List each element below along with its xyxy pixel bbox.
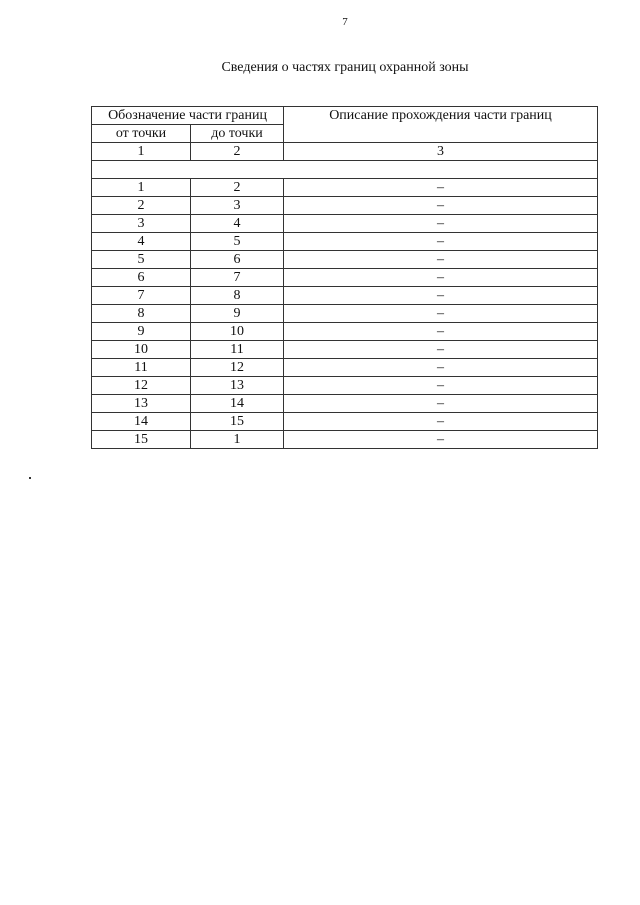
page-number: 7 <box>342 16 348 28</box>
header-from-point: от точки <box>92 125 191 143</box>
page-title: Сведения о частях границ охранной зоны <box>221 60 469 75</box>
table-row <box>92 287 598 305</box>
column-number: 3 <box>284 143 598 161</box>
cell-desc: – <box>284 431 598 449</box>
section-spacer-cell <box>92 161 598 179</box>
cell-to: 9 <box>191 305 284 323</box>
cell-desc: – <box>284 377 598 395</box>
table-row <box>92 413 598 431</box>
cell-desc: – <box>284 323 598 341</box>
table-row <box>92 395 598 413</box>
cell-from: 8 <box>92 305 191 323</box>
cell-desc: – <box>284 413 598 431</box>
table-row <box>92 359 598 377</box>
cell-desc: – <box>284 341 598 359</box>
column-number: 1 <box>92 143 191 161</box>
table-row <box>92 323 598 341</box>
cell-to: 13 <box>191 377 284 395</box>
cell-to: 3 <box>191 197 284 215</box>
cell-to: 15 <box>191 413 284 431</box>
cell-from: 15 <box>92 431 191 449</box>
cell-desc: – <box>284 233 598 251</box>
table-row <box>92 251 598 269</box>
cell-to: 8 <box>191 287 284 305</box>
header-description: Описание прохождения части границ <box>284 107 598 143</box>
table-row <box>92 233 598 251</box>
header-to-point: до точки <box>191 125 284 143</box>
section-spacer-row <box>92 161 598 179</box>
cell-to: 2 <box>191 179 284 197</box>
cell-from: 1 <box>92 179 191 197</box>
table-row <box>92 269 598 287</box>
cell-desc: – <box>284 179 598 197</box>
table-row <box>92 377 598 395</box>
cell-to: 5 <box>191 233 284 251</box>
table-row <box>92 215 598 233</box>
cell-to: 6 <box>191 251 284 269</box>
table-row <box>92 431 598 449</box>
table-row <box>92 197 598 215</box>
cell-from: 5 <box>92 251 191 269</box>
cell-from: 12 <box>92 377 191 395</box>
column-number-row <box>92 143 598 161</box>
cell-from: 2 <box>92 197 191 215</box>
boundaries-table <box>91 106 598 449</box>
cell-desc: – <box>284 395 598 413</box>
cell-desc: – <box>284 269 598 287</box>
cell-to: 11 <box>191 341 284 359</box>
cell-from: 9 <box>92 323 191 341</box>
table-row <box>92 179 598 197</box>
cell-desc: – <box>284 197 598 215</box>
cell-to: 12 <box>191 359 284 377</box>
cell-from: 14 <box>92 413 191 431</box>
cell-to: 7 <box>191 269 284 287</box>
cell-desc: – <box>284 359 598 377</box>
stray-dot <box>29 477 31 479</box>
cell-to: 14 <box>191 395 284 413</box>
cell-desc: – <box>284 215 598 233</box>
cell-from: 4 <box>92 233 191 251</box>
cell-from: 7 <box>92 287 191 305</box>
table-header-row <box>92 107 598 125</box>
header-boundary-part: Обозначение части границ <box>92 107 284 125</box>
cell-desc: – <box>284 287 598 305</box>
table-row <box>92 341 598 359</box>
cell-from: 10 <box>92 341 191 359</box>
cell-from: 13 <box>92 395 191 413</box>
cell-desc: – <box>284 251 598 269</box>
cell-to: 10 <box>191 323 284 341</box>
cell-to: 4 <box>191 215 284 233</box>
cell-to: 1 <box>191 431 284 449</box>
cell-from: 6 <box>92 269 191 287</box>
cell-desc: – <box>284 305 598 323</box>
column-number: 2 <box>191 143 284 161</box>
cell-from: 3 <box>92 215 191 233</box>
cell-from: 11 <box>92 359 191 377</box>
table-row <box>92 305 598 323</box>
